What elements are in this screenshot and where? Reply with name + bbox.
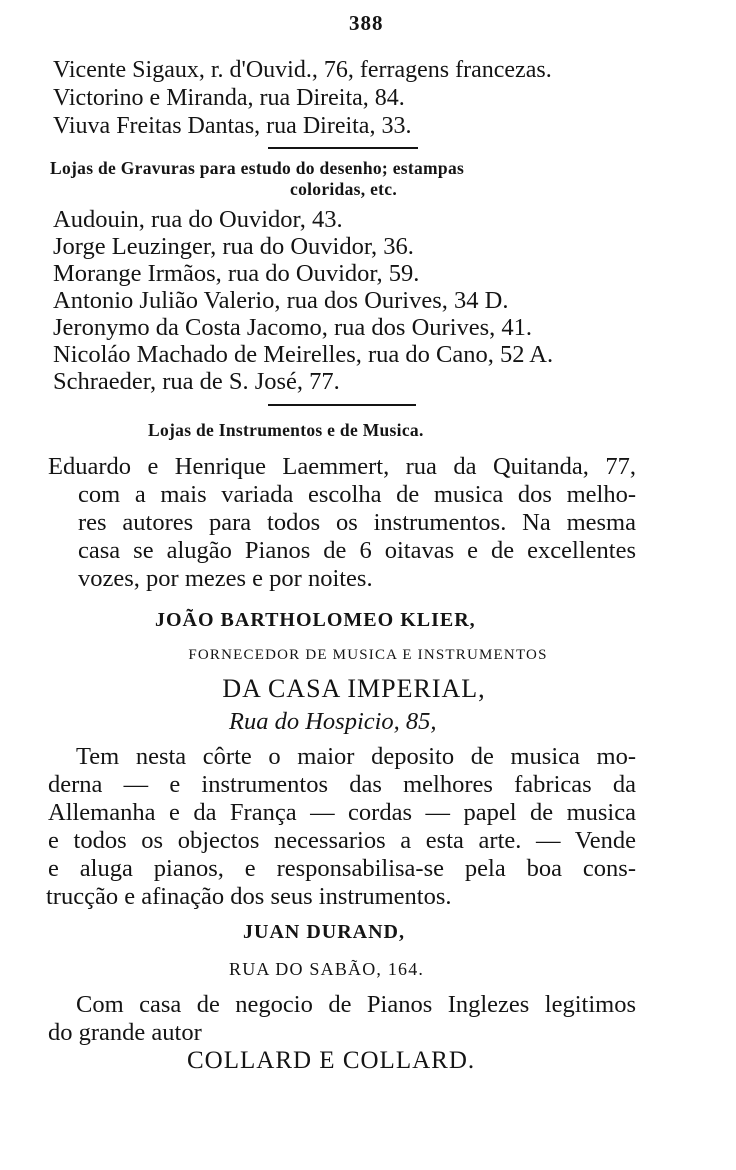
list-item: Nicoláo Machado de Meirelles, rua do Cano, 52 A. xyxy=(53,341,554,368)
paragraph-line: vozes, por mezes e por noites. xyxy=(78,565,373,592)
merchant-subtitle: FORNECEDOR DE MUSICA E INSTRUMENTOS xyxy=(188,647,548,663)
merchant-address: Rua do Hospicio, 85, xyxy=(229,708,437,735)
paragraph-line: derna — e instrumentos das melhores fabricas da xyxy=(48,771,636,798)
list-item: Audouin, rua do Ouvidor, 43. xyxy=(53,206,343,233)
piano-maker: COLLARD E COLLARD. xyxy=(187,1047,476,1074)
merchant-name: JOÃO BARTHOLOMEO KLIER, xyxy=(155,609,476,631)
paragraph-line: com a mais variada escolha de musica dos melho- xyxy=(78,481,636,508)
list-item: Jorge Leuzinger, rua do Ouvidor, 36. xyxy=(53,233,414,260)
paragraph-line: Allemanha e da França — cordas — papel de musica xyxy=(48,799,636,826)
section-divider xyxy=(268,147,418,149)
paragraph-line: casa se alugão Pianos de 6 oitavas e de excellentes xyxy=(78,537,636,564)
list-item: Vicente Sigaux, r. d'Ouvid., 76, ferragens francezas. xyxy=(53,57,552,83)
merchant-house: DA CASA IMPERIAL, xyxy=(222,674,486,703)
merchant-address: RUA DO SABÃO, 164. xyxy=(229,959,425,979)
section-heading: Lojas de Gravuras para estudo do desenho; estampas xyxy=(50,158,465,178)
section-heading-continued: coloridas, etc. xyxy=(290,179,398,199)
paragraph-line: Com casa de negocio de Pianos Inglezes legitimos xyxy=(76,991,636,1018)
section-divider xyxy=(268,404,416,406)
paragraph-line: res autores para todos os instrumentos. Na mesma xyxy=(78,509,636,536)
page-number: 388 xyxy=(349,11,384,35)
list-item: Antonio Julião Valerio, rua dos Ourives, 34 D. xyxy=(53,287,509,314)
list-item: Jeronymo da Costa Jacomo, rua dos Ourives, 41. xyxy=(53,314,533,341)
paragraph-line: trucção e afinação dos seus instrumentos. xyxy=(46,883,452,910)
list-item: Schraeder, rua de S. José, 77. xyxy=(53,368,340,395)
list-item: Viuva Freitas Dantas, rua Direita, 33. xyxy=(53,113,412,139)
paragraph-line: e todos os objectos necessarios a esta arte. — Vende xyxy=(48,827,636,854)
merchant-name: JUAN DURAND, xyxy=(243,921,405,943)
paragraph-line: e aluga pianos, e responsabilisa-se pela boa cons- xyxy=(48,855,636,882)
paragraph-line: Eduardo e Henrique Laemmert, rua da Quitanda, 77, xyxy=(48,453,636,480)
list-item: Victorino e Miranda, rua Direita, 84. xyxy=(53,85,405,111)
paragraph-line: do grande autor xyxy=(48,1019,202,1046)
list-item: Morange Irmãos, rua do Ouvidor, 59. xyxy=(53,260,420,287)
paragraph-line: Tem nesta côrte o maior deposito de musica mo- xyxy=(76,743,636,770)
section-heading: Lojas de Instrumentos e de Musica. xyxy=(148,420,424,440)
